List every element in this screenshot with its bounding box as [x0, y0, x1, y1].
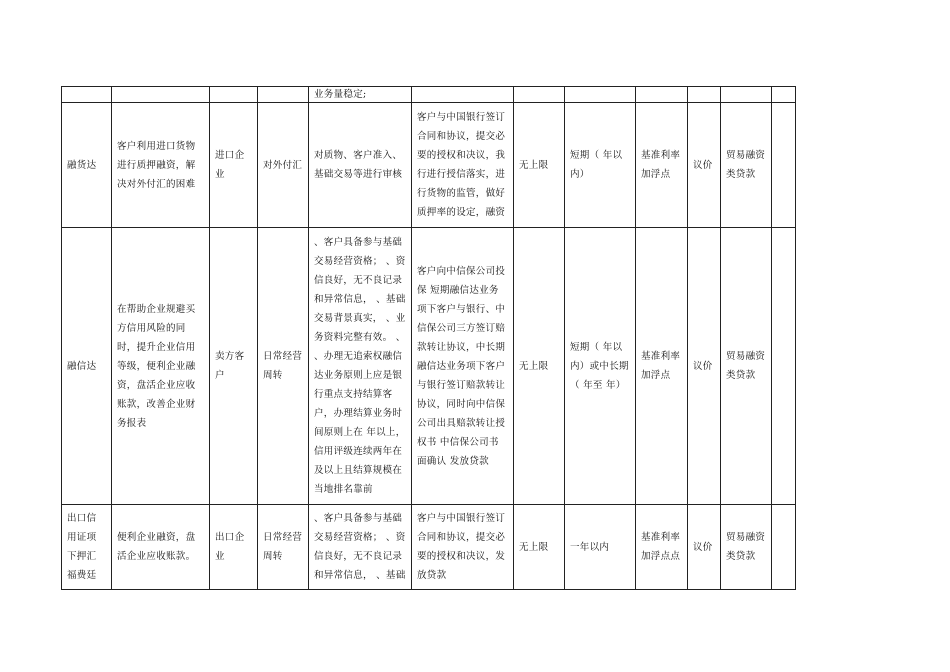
category-cell: 贸易融资类贷款 — [721, 505, 772, 590]
limit-cell: 无上限 — [514, 103, 565, 228]
rate-cell: 基准利率加浮点点 — [636, 505, 688, 590]
table-row — [62, 103, 796, 228]
description-cell: 客户利用进口货物进行质押融资，解决对外付汇的困难 — [112, 103, 210, 228]
process-cell: 客户向中信保公司投保 短期融信达业务项下客户与银行、中信保公司三方签订赔款转让协议，中长期融信达业务项下客户与银行签订赔款转让协议，同时向中信保公司出具赔款转让授权书 中信保公司书面确认 发放贷款 — [412, 228, 514, 505]
product-table — [61, 86, 796, 590]
purpose-cell — [258, 87, 309, 103]
fee-cell — [688, 87, 721, 103]
conditions-cell: 、客户具备参与基础交易经营资格； 、资信良好，无不良记录和异常信息， 、基础交易背景真实， 、业务资料完整有效。 、 、办理无追索权融信达业务原则上应是银行重点支持结算客户，办理结算业务时间原则上在 年以上，信用评级连续两年在 及以上且结算规模在当地排名靠前 — [309, 228, 412, 505]
table-row — [62, 505, 796, 590]
conditions-cell: 业务量稳定; — [309, 87, 412, 103]
fee-cell: 议价 — [688, 103, 721, 228]
limit-cell — [514, 87, 565, 103]
term-cell: 一年以内 — [565, 505, 636, 590]
description-cell — [112, 87, 210, 103]
target-customer-cell: 卖方客户 — [210, 228, 258, 505]
product-name-cell: 融信达 — [62, 228, 112, 505]
extra-cell — [772, 87, 796, 103]
rate-cell: 基准利率加浮点 — [636, 103, 688, 228]
description-cell: 便利企业融资，盘活企业应收账款。 — [112, 505, 210, 590]
fee-cell: 议价 — [688, 228, 721, 505]
category-cell: 贸易融资类贷款 — [721, 228, 772, 505]
category-cell: 贸易融资类贷款 — [721, 103, 772, 228]
table-row — [62, 228, 796, 505]
rate-cell — [636, 87, 688, 103]
extra-cell — [772, 228, 796, 505]
term-cell: 短期（ 年以内） — [565, 103, 636, 228]
purpose-cell: 日常经营周转 — [258, 505, 309, 590]
product-name-cell: 出口信用证项下押汇福费廷 — [62, 505, 112, 590]
limit-cell: 无上限 — [514, 505, 565, 590]
conditions-cell: 、客户具备参与基础交易经营资格； 、资信良好，无不良记录和异常信息， 、基础 — [309, 505, 412, 590]
purpose-cell: 日常经营周转 — [258, 228, 309, 505]
conditions-cell: 对质物、客户准入、基础交易等进行审核 — [309, 103, 412, 228]
limit-cell: 无上限 — [514, 228, 565, 505]
category-cell — [721, 87, 772, 103]
process-cell: 客户与中国银行签订合同和协议，提交必要的授权和决议，我行进行授信落实，进行货物的监管，做好质押率的设定，融资 — [412, 103, 514, 228]
target-customer-cell: 进口企业 — [210, 103, 258, 228]
product-name-cell: 融货达 — [62, 103, 112, 228]
purpose-cell: 对外付汇 — [258, 103, 309, 228]
table-row — [62, 87, 796, 103]
product-name-cell — [62, 87, 112, 103]
fee-cell: 议价 — [688, 505, 721, 590]
description-cell: 在帮助企业规避买方信用风险的同时，提升企业信用等级，便利企业融资，盘活企业应收账款，改善企业财务报表 — [112, 228, 210, 505]
extra-cell — [772, 103, 796, 228]
process-cell: 客户与中国银行签订合同和协议，提交必要的授权和决议，发放贷款 — [412, 505, 514, 590]
rate-cell: 基准利率加浮点 — [636, 228, 688, 505]
extra-cell — [772, 505, 796, 590]
term-cell: 短期（ 年以内）或中长期（ 年至 年） — [565, 228, 636, 505]
target-customer-cell: 出口企业 — [210, 505, 258, 590]
target-customer-cell — [210, 87, 258, 103]
process-cell — [412, 87, 514, 103]
term-cell — [565, 87, 636, 103]
